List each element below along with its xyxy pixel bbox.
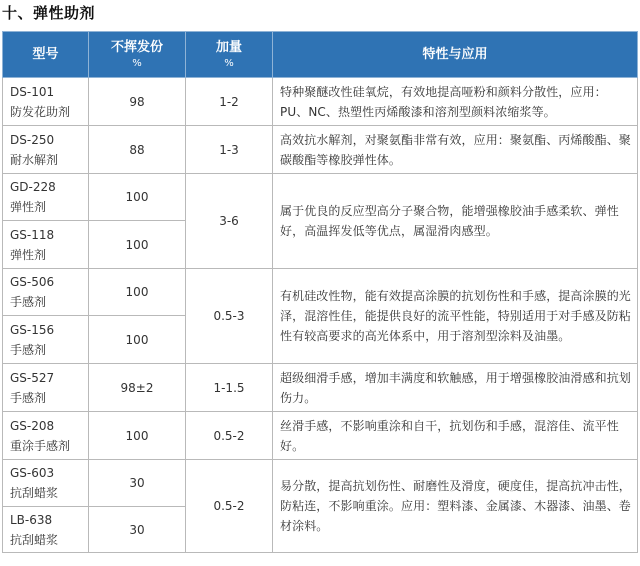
nonvolatile-cell: 98 <box>89 78 186 126</box>
model-cell <box>3 126 89 174</box>
table-row <box>3 78 638 126</box>
model-cell <box>3 316 89 364</box>
model-name: 手感剂 <box>10 342 47 357</box>
model-cell <box>3 507 89 553</box>
table-row <box>3 412 638 460</box>
description-cell: 超级细滑手感，增加丰满度和软触感，用于增强橡胶油滑感和抗划伤力。 <box>273 364 638 412</box>
model-name: 弹性剂 <box>10 200 47 214</box>
model-code: GS-603 <box>10 466 55 480</box>
model-code: GS-118 <box>10 227 55 242</box>
nonvolatile-cell: 30 <box>89 460 186 507</box>
model-code: LB-638 <box>10 512 53 527</box>
model-cell <box>3 460 89 507</box>
nonvolatile-cell: 30 <box>89 507 186 553</box>
model-name: 手感剂 <box>10 295 47 309</box>
nonvolatile-cell: 98±2 <box>89 364 186 412</box>
dosage-cell: 0.5-2 <box>186 460 273 553</box>
model-cell <box>3 221 89 269</box>
model-name: 抗刮蜡浆 <box>10 532 59 547</box>
model-name: 抗刮蜡浆 <box>10 486 59 500</box>
table-row <box>3 364 638 412</box>
table-row <box>3 460 638 507</box>
nonvolatile-cell: 100 <box>89 174 186 221</box>
description-cell: 丝滑手感，不影响重涂和自干，抗划伤和手感，混溶佳、流平性好。 <box>273 412 638 460</box>
header-dosage: 加量 % <box>186 32 273 78</box>
model-cell <box>3 78 89 126</box>
nonvolatile-cell: 100 <box>89 221 186 269</box>
model-name: 重涂手感剂 <box>10 438 71 453</box>
nonvolatile-cell: 100 <box>89 412 186 460</box>
description-cell: 有机硅改性物，能有效提高涂膜的抗划伤性和手感，提高涂膜的光泽，混溶性佳，能提供良好的流平性能，特别适用于对手感及防粘性有较高要求的高光体系中，用于溶剂型涂料及油墨。 <box>273 269 638 364</box>
model-cell <box>3 269 89 316</box>
header-row <box>3 32 638 78</box>
nonvolatile-cell: 88 <box>89 126 186 174</box>
table-row <box>3 126 638 174</box>
model-code: GD-228 <box>10 180 56 194</box>
model-code: GS-156 <box>10 322 55 337</box>
dosage-cell: 1-1.5 <box>186 364 273 412</box>
dosage-cell: 3-6 <box>186 174 273 269</box>
model-cell <box>3 174 89 221</box>
model-code: DS-250 <box>10 132 55 147</box>
model-name: 手感剂 <box>10 390 47 405</box>
header-nonvolatile: 不挥发份 % <box>89 32 186 78</box>
model-code: GS-208 <box>10 418 55 433</box>
description-cell: 特种聚醚改性硅氧烷，有效地提高哑粉和颜料分散性，应用：PU、NC、热塑性丙烯酸漆和溶剂型颜料浓缩浆等。 <box>273 78 638 126</box>
header-model: 型号 <box>3 32 89 78</box>
model-cell <box>3 412 89 460</box>
additive-table <box>2 31 638 553</box>
table-row <box>3 269 638 316</box>
nonvolatile-cell: 100 <box>89 316 186 364</box>
description-cell: 易分散，提高抗划伤性、耐磨性及滑度，硬度佳，提高抗冲击性，防粘连，不影响重涂。应用：塑料漆、金属漆、木器漆、油墨、卷材涂料。 <box>273 460 638 553</box>
model-name: 防发花助剂 <box>10 104 71 119</box>
model-code: GS-506 <box>10 275 55 289</box>
model-code: GS-527 <box>10 370 55 385</box>
model-cell <box>3 364 89 412</box>
description-cell: 高效抗水解剂，对聚氨酯非常有效，应用：聚氨酯、丙烯酸酯、聚碳酸酯等橡胶弹性体。 <box>273 126 638 174</box>
header-properties: 特性与应用 <box>273 32 638 78</box>
description-cell: 属于优良的反应型高分子聚合物，能增强橡胶油手感柔软、弹性好，高温挥发低等优点，属湿滑肉感型。 <box>273 174 638 269</box>
model-code: DS-101 <box>10 84 55 99</box>
nonvolatile-cell: 100 <box>89 269 186 316</box>
dosage-cell: 0.5-3 <box>186 269 273 364</box>
section-title: 十、弹性助剂 <box>2 4 96 22</box>
model-name: 弹性剂 <box>10 247 47 262</box>
dosage-cell: 1-3 <box>186 126 273 174</box>
model-name: 耐水解剂 <box>10 152 59 167</box>
dosage-cell: 1-2 <box>186 78 273 126</box>
dosage-cell: 0.5-2 <box>186 412 273 460</box>
table-row <box>3 174 638 221</box>
